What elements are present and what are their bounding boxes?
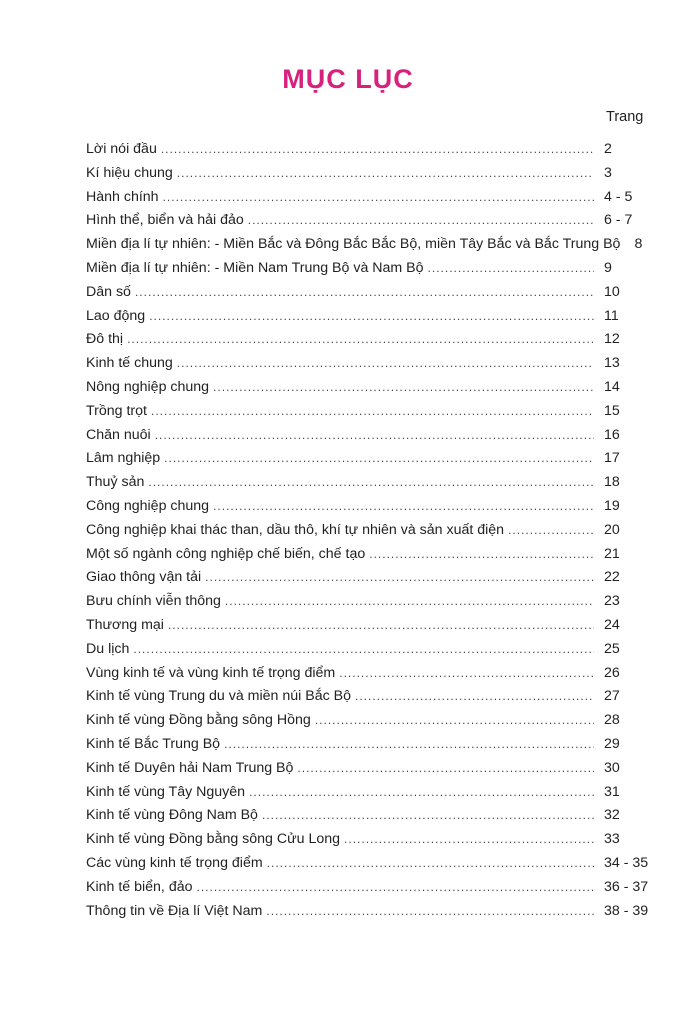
toc-entry[interactable] <box>86 566 656 590</box>
dot-leader <box>197 876 595 900</box>
dot-leader <box>177 162 594 186</box>
toc-entry-label: Giao thông vận tải <box>86 569 202 586</box>
toc-entry-label: Nông nghiệp chung <box>86 378 210 395</box>
dot-leader <box>127 328 594 352</box>
toc-entry-label: Công nghiệp chung <box>86 497 210 514</box>
toc-entry-page: 8 <box>634 236 643 253</box>
toc-entry-page: 38 - 39 <box>604 902 649 919</box>
toc-entry[interactable] <box>86 709 656 733</box>
toc-entry-page: 21 <box>604 545 620 562</box>
toc-entry-page: 24 <box>604 616 620 633</box>
toc-entry[interactable] <box>86 424 656 448</box>
dot-leader <box>249 781 594 805</box>
toc-entry-label: Chăn nuôi <box>86 426 151 443</box>
toc-entry[interactable] <box>86 543 656 567</box>
toc-entry[interactable] <box>86 186 656 210</box>
dot-leader <box>344 828 594 852</box>
dot-leader <box>266 900 594 924</box>
toc-entry[interactable] <box>86 733 656 757</box>
dot-leader <box>161 138 594 162</box>
dot-leader <box>428 257 594 281</box>
toc-entry-label: Đô thị <box>86 331 124 348</box>
toc-entry-label: Lời nói đầu <box>86 141 157 157</box>
dot-leader <box>135 281 594 305</box>
dot-leader <box>225 590 594 614</box>
toc-entry[interactable] <box>86 305 656 329</box>
dot-leader <box>262 804 594 828</box>
toc-entry[interactable] <box>86 471 656 495</box>
dot-leader <box>508 519 594 543</box>
page-column-header: Trang <box>606 109 644 125</box>
toc-entry-page: 6 - 7 <box>604 212 633 229</box>
toc-entry-page: 3 <box>604 164 612 181</box>
toc-entry-page: 28 <box>604 712 620 729</box>
toc-entry[interactable] <box>86 447 656 471</box>
toc-entry[interactable] <box>86 352 656 376</box>
toc-entry-page: 29 <box>604 735 620 752</box>
dot-leader <box>133 638 594 662</box>
toc-entry-label: Kinh tế Bắc Trung Bộ <box>86 735 221 752</box>
dot-leader <box>205 566 594 590</box>
toc-entry[interactable] <box>86 281 656 305</box>
toc-entry-label: Kinh tế vùng Đồng bằng sông Cửu Long <box>86 831 341 848</box>
toc-entry[interactable] <box>86 900 656 924</box>
toc-entry[interactable] <box>86 828 656 852</box>
toc-entry[interactable] <box>86 328 656 352</box>
toc-entry-page: 17 <box>604 450 620 467</box>
dot-leader <box>151 400 594 424</box>
toc-entry-page: 12 <box>604 331 620 348</box>
toc-entry-page: 23 <box>604 593 620 610</box>
toc-entry-page: 33 <box>604 831 620 848</box>
toc-entry-label: Kinh tế vùng Tây Nguyên <box>86 783 246 800</box>
toc-entry-page: 13 <box>604 355 620 372</box>
toc-entry-page: 30 <box>604 759 620 776</box>
toc-entry-page: 9 <box>604 259 612 276</box>
dot-leader <box>297 757 594 781</box>
toc-entry[interactable] <box>86 876 656 900</box>
toc-entry[interactable] <box>86 138 656 162</box>
toc-entry[interactable] <box>86 233 656 257</box>
dot-leader <box>164 447 594 471</box>
toc-entry-label: Miền địa lí tự nhiên: - Miền Nam Trung Bộ và Nam Bộ <box>86 259 424 276</box>
toc-entry-label: Kinh tế vùng Đồng bằng sông Hồng <box>86 712 311 729</box>
toc-entry-page: 22 <box>604 569 620 586</box>
dot-leader <box>248 209 594 233</box>
toc-entry[interactable] <box>86 495 656 519</box>
dot-leader <box>339 662 594 686</box>
toc-entry-page: 26 <box>604 664 620 681</box>
toc-entry[interactable] <box>86 209 656 233</box>
toc-entry-page: 36 - 37 <box>604 878 649 895</box>
toc-entry[interactable] <box>86 257 656 281</box>
toc-entry-page: 11 <box>604 307 619 324</box>
toc-entry-label: Lâm nghiệp <box>86 450 161 467</box>
toc-entry[interactable] <box>86 638 656 662</box>
toc-entry-label: Trồng trọt <box>86 402 147 419</box>
toc-entry-page: 34 - 35 <box>604 854 649 871</box>
toc-entry-label: Kí hiệu chung <box>86 164 173 181</box>
toc-entry-label: Kinh tế chung <box>86 355 173 372</box>
toc-entry-page: 31 <box>604 783 620 800</box>
toc-entry-label: Thương mại <box>86 616 164 633</box>
toc-entry-page: 18 <box>604 474 620 491</box>
toc-entry-label: Dân số <box>86 283 131 300</box>
dot-leader <box>224 733 594 757</box>
toc-entry[interactable] <box>86 804 656 828</box>
dot-leader <box>213 495 594 519</box>
toc-entry[interactable] <box>86 685 656 709</box>
toc-entry-label: Miền địa lí tự nhiên: - Miền Bắc và Đông Bắc Bắc Bộ, miền Tây Bắc và Bắc Trung Bộ <box>86 236 621 253</box>
toc-entry-label: Vùng kinh tế và vùng kinh tế trọng điểm <box>86 664 336 681</box>
toc-entry-label: Thuỷ sản <box>86 474 145 491</box>
toc-entry-label: Một số ngành công nghiệp chế biến, chế tạo <box>86 545 366 562</box>
toc-entry-label: Lao động <box>86 307 146 324</box>
toc-entry-page: 16 <box>604 426 620 443</box>
toc-entry-page: 27 <box>604 688 620 705</box>
toc-entry-label: Hành chính <box>86 188 159 205</box>
toc-entry[interactable] <box>86 376 656 400</box>
toc-entry[interactable] <box>86 614 656 638</box>
toc-entry-label: Du lịch <box>86 640 130 657</box>
toc-entry-label: Công nghiệp khai thác than, dầu thô, khí tự nhiên và sản xuất điện <box>86 521 505 538</box>
dot-leader <box>369 543 594 567</box>
toc-entry[interactable] <box>86 852 656 876</box>
toc-entry-page: 14 <box>604 378 620 395</box>
toc-entry-label: Kinh tế biển, đảo <box>86 878 193 895</box>
toc-entry[interactable] <box>86 662 656 686</box>
toc-entry-page: 25 <box>604 640 620 657</box>
toc-entry-page: 15 <box>604 402 620 419</box>
dot-leader <box>155 424 594 448</box>
toc-entry-page: 20 <box>604 521 620 538</box>
toc-entry-label: Kinh tế Duyên hải Nam Trung Bộ <box>86 759 294 776</box>
dot-leader <box>267 852 594 876</box>
toc-entry[interactable] <box>86 590 656 614</box>
toc-entry-label: Kinh tế vùng Trung du và miền núi Bắc Bộ <box>86 688 351 705</box>
table-of-contents <box>86 138 656 923</box>
toc-entry-label: Thông tin về Địa lí Việt Nam <box>86 902 263 919</box>
toc-entry-page: 2 <box>604 141 612 157</box>
dot-leader <box>149 305 594 329</box>
toc-entry-label: Các vùng kinh tế trọng điểm <box>86 854 263 871</box>
toc-entry-page: 10 <box>604 283 620 300</box>
toc-entry-label: Bưu chính viễn thông <box>86 593 221 610</box>
dot-leader <box>168 614 594 638</box>
toc-entry[interactable] <box>86 757 656 781</box>
dot-leader <box>163 186 594 210</box>
toc-entry-page: 19 <box>604 497 620 514</box>
toc-entry-page: 32 <box>604 807 620 824</box>
dot-leader <box>213 376 594 400</box>
dot-leader <box>177 352 594 376</box>
toc-entry[interactable] <box>86 400 656 424</box>
toc-entry[interactable] <box>86 781 656 805</box>
toc-entry-page: 4 - 5 <box>604 188 633 205</box>
dot-leader <box>148 471 594 495</box>
page-title: MỤC LỤC <box>282 64 414 94</box>
toc-entry[interactable] <box>86 519 656 543</box>
toc-entry-label: Kinh tế vùng Đông Nam Bộ <box>86 807 258 824</box>
toc-entry[interactable] <box>86 162 656 186</box>
toc-entry-label: Hình thể, biển và hải đảo <box>86 212 244 229</box>
dot-leader <box>315 709 594 733</box>
dot-leader <box>355 685 594 709</box>
